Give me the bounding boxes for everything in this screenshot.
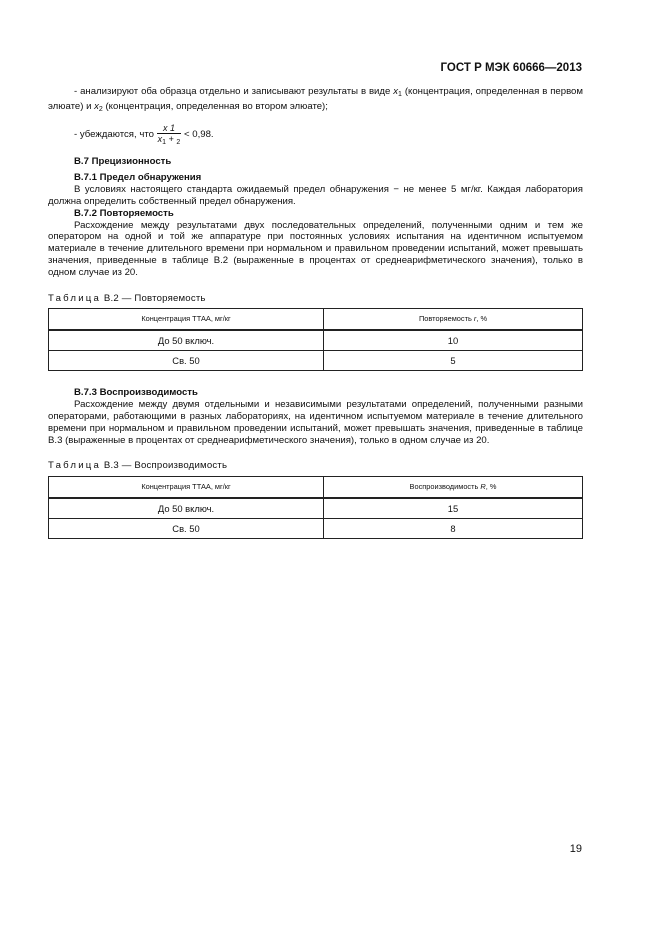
table-header-row <box>49 309 583 331</box>
section-b73-text: Расхождение между двумя отдельными и независимыми результатами определений, полученными разными операторами, работающими в разных лабораториях, на идентичном испытуемом материале в течение длительного времени при нормальном и правильном проведении испытаний, может превышать значения, приведенные в таблице В.3 (выраженные в процентах от среднеарифметического значения), только в одном случае из 20. <box>48 399 583 446</box>
table-b2 <box>48 308 583 371</box>
document-body <box>48 86 583 539</box>
concentration-cell: До 50 включ. <box>49 498 324 519</box>
value-cell: 5 <box>324 351 583 371</box>
section-b72-title: В.7.2 Повторяемость <box>74 207 174 219</box>
table-row <box>49 498 583 519</box>
value-cell: 15 <box>324 498 583 519</box>
table-row <box>49 519 583 539</box>
table-row <box>49 351 583 371</box>
ratio-formula: - убеждаются, что $\frac{x 1}{x_1 + _2}$ < 0,98. <box>74 122 214 146</box>
table-header-row <box>49 477 583 499</box>
table-b3-caption: Таблица В.3 — Воспроизводимость <box>48 460 228 472</box>
concentration-cell: Св. 50 <box>49 351 324 371</box>
standard-designation: ГОСТ Р МЭК 60666—2013 <box>440 62 582 74</box>
concentration-cell: Св. 50 <box>49 519 324 539</box>
column-header-concentration: Концентрация ТТАА, мг/кг <box>49 477 324 499</box>
table-row <box>49 330 583 351</box>
ratio-fraction: $\frac{x 1}{x_1 + _2}$ <box>157 122 181 146</box>
value-cell: 10 <box>324 330 583 351</box>
table-b3 <box>48 476 583 539</box>
column-header-reproducibility: Воспроизводимость R, % <box>324 477 583 499</box>
table-b2-caption: Таблица В.2 — Повторяемость <box>48 292 206 304</box>
section-b71-text: В условиях настоящего стандарта ожидаемый предел обнаружения − не менее 5 мг/кг. Каждая лаборатория должна определить собственный предел обнаружения. <box>48 184 583 207</box>
analyze-step: - анализируют оба образца отдельно и записывают результаты в виде $x_1$ (концентрация, определенная в первом элюате) и $x_2$ (концентрация, определенная во втором элюате); <box>48 86 583 113</box>
concentration-cell: До 50 включ. <box>49 330 324 351</box>
section-b7-title: В.7 Прецизионность <box>74 155 172 167</box>
page-number: 19 <box>569 843 582 855</box>
section-b71-title: В.7.1 Предел обнаружения <box>74 172 202 184</box>
column-header-concentration: Концентрация ТТАА, мг/кг <box>49 309 324 331</box>
section-b72-text: Расхождение между результатами двух последовательных определений, полученными одним и тем же оператором на одной и той же аппаратуре при постоянных условиях испытания на идентичном испытуемом материале в течение длительного времени при нормальном и правильном проведении испытаний, может превышать значения, приведенные в таблице В.2 (выраженные в процентах от среднеарифметического значения), только в одном случае из 20. <box>48 219 583 278</box>
column-header-repeatability: Повторяемость r, % <box>324 309 583 331</box>
section-b73-title: В.7.3 Воспроизводимость <box>74 387 198 399</box>
value-cell: 8 <box>324 519 583 539</box>
